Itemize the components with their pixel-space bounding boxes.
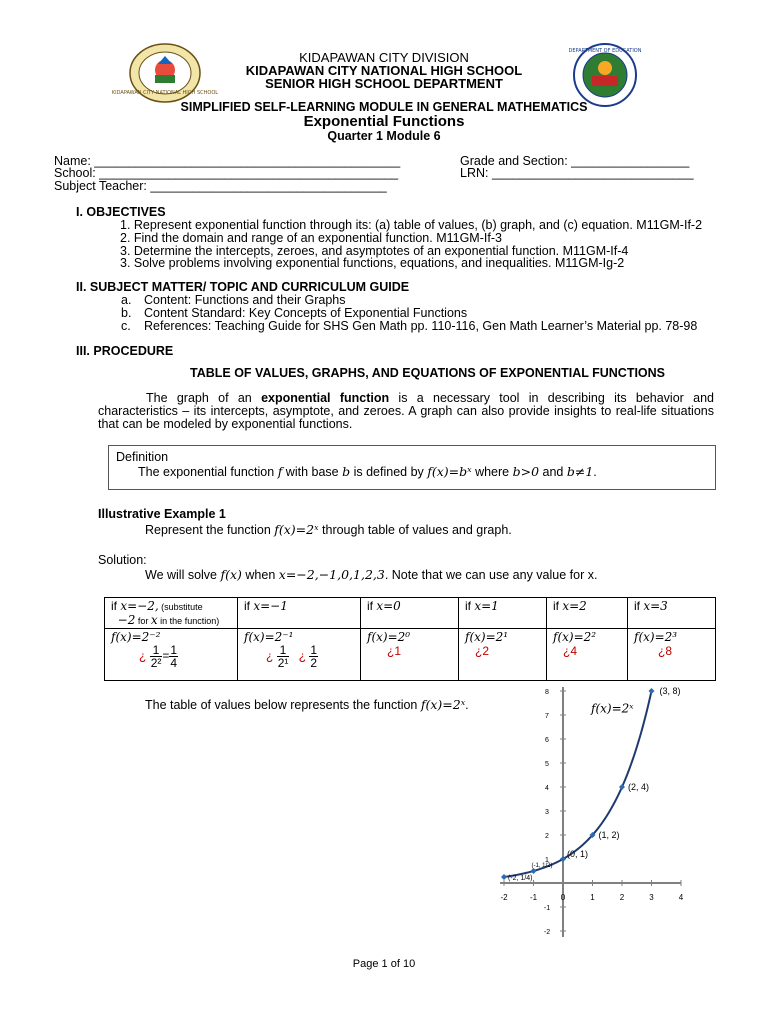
list-marker: a.	[121, 293, 132, 307]
y-tick-label: 6	[545, 737, 549, 744]
x-tick-label: -1	[529, 893, 538, 902]
data-label: (1, 2)	[598, 830, 620, 840]
list-item: 3. Determine the intercepts, zeroes, and asymptotes of an exponential function. M11GM-If-4	[120, 244, 629, 258]
data-label: (-2, 1/4)	[508, 875, 533, 882]
data-point	[649, 688, 655, 694]
division-name: KIDAPAWAN CITY DIVISION	[299, 50, 469, 65]
table-cell: f(x)=2⁻¹ ¿ $\frac{1}{\text{2¹}}$ ¿ $\frac{1}{2}$	[238, 629, 361, 681]
topic-title: Exponential Functions	[303, 113, 465, 130]
data-label: (3, 8)	[659, 686, 681, 696]
table-cell: f(x)=2⁻² ¿ $\frac{1}{\text{2²}}$ = $\frac{1}{4}$	[105, 629, 238, 681]
table-cell: f(x)=2¹ ¿2	[459, 629, 547, 681]
solution-text: We will solve f(x) when x=−2,−1,0,1,2,3. Note that we can use any value for x.	[145, 567, 598, 582]
exponential-graph	[490, 685, 700, 945]
example-prompt: Represent the function f(x)=2ˣ through table of values and graph.	[145, 522, 512, 537]
table-header-cell: if x=−2, (substitute −2 for x in the function)	[105, 598, 238, 629]
data-point	[501, 874, 507, 880]
data-label: (-1, 1/2)	[531, 863, 553, 869]
list-item: 2. Find the domain and range of an exponential function. M11GM-If-3	[120, 231, 502, 245]
data-label: (0, 1)	[567, 849, 589, 859]
lrn-field[interactable]: LRN: _____________________________	[460, 166, 694, 180]
table-cell: f(x)=2² ¿4	[547, 629, 628, 681]
table-header-cell: if x=3	[628, 598, 716, 629]
quarter-label: Quarter 1 Module 6	[327, 129, 441, 143]
y-tick-label: 4	[545, 785, 549, 792]
x-tick-label: 2	[619, 893, 625, 902]
y-tick-label: 3	[545, 809, 549, 816]
definition-label: Definition	[116, 450, 169, 464]
svg-text:KIDAPAWAN CITY NATIONAL HIGH S: KIDAPAWAN CITY NATIONAL HIGH SCHOOL	[111, 90, 219, 96]
y-tick-label: 5	[545, 761, 549, 768]
list-text: Content Standard: Key Concepts of Exponential Functions	[144, 306, 468, 320]
x-tick-label: -2	[500, 893, 508, 902]
table-cell: f(x)=2⁰ ¿1	[361, 629, 459, 681]
y-tick-label: 1	[545, 857, 549, 864]
procedure-heading: III. PROCEDURE	[76, 344, 174, 358]
table-row	[105, 598, 716, 629]
x-tick-label: 1	[590, 893, 595, 902]
y-tick-label: -2	[543, 929, 551, 936]
definition-text: The exponential function f with base b is defined by f(x)=bˣ where b>0 and b≠1.	[138, 464, 597, 479]
list-marker: b.	[121, 306, 132, 320]
data-point	[619, 784, 625, 790]
definition-box	[108, 445, 716, 490]
school-field[interactable]: School: ___________________________________________	[54, 166, 399, 180]
y-tick-label: 8	[545, 689, 549, 696]
list-item: 1. Represent exponential function through its: (a) table of values, (b) graph, and (c) equation. M11GM-If-2	[120, 218, 703, 232]
svg-text:DEPARTMENT OF EDUCATION: DEPARTMENT OF EDUCATION	[568, 48, 642, 54]
y-tick-label: 2	[545, 833, 549, 840]
page-footer: Page 1 of 10	[352, 958, 416, 970]
objectives-heading: I. OBJECTIVES	[76, 205, 166, 219]
list-text: References: Teaching Guide for SHS Gen Math pp. 110-116, Gen Math Learner’s Material pp. 78-98	[144, 319, 698, 333]
table-row	[105, 629, 716, 681]
x-tick-label: 3	[649, 893, 654, 902]
data-label: (2, 4)	[628, 782, 650, 792]
chart-title: f(x)=2ˣ	[591, 701, 634, 716]
y-tick-label: 7	[545, 713, 549, 720]
school-name: KIDAPAWAN CITY NATIONAL HIGH SCHOOL	[245, 63, 523, 78]
list-marker: c.	[121, 319, 131, 333]
procedure-subtitle: TABLE OF VALUES, GRAPHS, AND EQUATIONS OF EXPONENTIAL FUNCTIONS	[190, 366, 666, 380]
list-item	[121, 306, 468, 320]
values-table	[104, 597, 716, 681]
table-header-cell: if x=1	[459, 598, 547, 629]
table-header-cell: if x=−1	[238, 598, 361, 629]
table-header-cell: if x=2	[547, 598, 628, 629]
list-item	[121, 293, 346, 307]
module-title: SIMPLIFIED SELF-LEARNING MODULE IN GENERAL MATHEMATICS	[180, 100, 588, 114]
list-text: Content: Functions and their Graphs	[144, 293, 346, 307]
example-title: Illustrative Example 1	[98, 507, 226, 521]
grade-section-field[interactable]: Grade and Section: _________________	[460, 154, 690, 168]
list-item: 3. Solve problems involving exponential functions, equations, and inequalities. M11GM-Ig-2	[120, 256, 625, 270]
table-header-cell: if x=0	[361, 598, 459, 629]
solution-label: Solution:	[98, 553, 147, 567]
subject-matter-heading: II. SUBJECT MATTER/ TOPIC AND CURRICULUM GUIDE	[76, 280, 410, 294]
intro-paragraph: The graph of an exponential function is a necessary tool in describing its behavior and characteristics – its intercepts, asymptote, and zeroes. A graph can also provide insights to real-life situations that can be modeled by exponential functions.	[98, 391, 714, 431]
teacher-field[interactable]: Subject Teacher: __________________________________	[54, 179, 387, 193]
x-tick-label: 4	[678, 893, 684, 902]
table-cell: f(x)=2³ ¿8	[628, 629, 716, 681]
x-tick-label: 0	[560, 893, 566, 902]
list-item	[121, 319, 698, 333]
y-tick-label: -1	[543, 905, 551, 912]
department-name: SENIOR HIGH SCHOOL DEPARTMENT	[265, 76, 503, 91]
table-note: The table of values below represents the function f(x)=2ˣ.	[145, 697, 469, 712]
name-field[interactable]: Name: ____________________________________________	[54, 154, 401, 168]
